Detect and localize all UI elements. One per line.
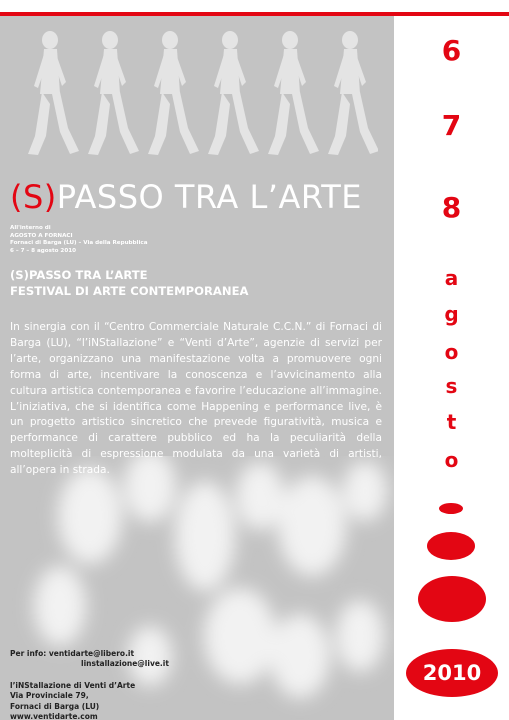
credit-address: Via Provinciale 79,: [10, 691, 89, 701]
poster-title: [10, 178, 362, 216]
poster-gray-panel: [0, 16, 394, 720]
heading-line-2: FESTIVAL DI ARTE CONTEMPORANEA: [10, 283, 249, 298]
credit-org: l’iNStallazione di Venti d’Arte: [10, 681, 136, 690]
event-info-line: 6 – 7 – 8 agosto 2010: [10, 247, 76, 254]
event-info: [10, 225, 147, 255]
contact-email-2: linstallazione@live.it: [81, 659, 169, 669]
contact-email-1: ventidarte@libero.it: [48, 649, 135, 658]
title-rest: PASSO TRA L’ARTE: [56, 178, 363, 216]
date-day-7: 7: [441, 109, 462, 142]
date-day-6: 6: [441, 34, 462, 67]
festival-heading: [10, 268, 249, 299]
red-ellipse-small: [439, 503, 463, 514]
year-badge: 2010: [406, 649, 498, 697]
red-ellipse-medium: [427, 532, 475, 560]
month-letter: a: [444, 266, 459, 290]
event-info-line: Fornaci di Barga (LU) – Via della Repubblica: [10, 240, 148, 247]
organizer-credit: [10, 681, 135, 720]
credit-city: Fornaci di Barga (LU): [10, 701, 100, 711]
date-column: [394, 16, 509, 720]
walking-figures-illustration: [8, 22, 378, 162]
month-letter: o: [444, 448, 459, 472]
red-ellipse-large: [418, 576, 486, 622]
contact-info: [10, 649, 169, 670]
month-letter: t: [446, 410, 457, 434]
month-letter: s: [445, 374, 458, 398]
title-paren: (S): [10, 178, 57, 216]
contact-label: Per info:: [10, 649, 47, 658]
month-letter: o: [444, 340, 459, 364]
event-info-line: AGOSTO A FORNACI: [10, 232, 73, 239]
month-letter: g: [444, 302, 459, 326]
event-info-line: All'interno di: [10, 225, 51, 231]
description-paragraph: In sinergia con il “Centro Commerciale Naturale C.C.N.” di Fornaci di Barga (LU), “l’iNStallazione” e “Venti d’Arte”, agenzie di servizi per l’arte, organizzano una manifestazione volta a promuovere ogni forma di arte, incentivare la conoscenza e l’avvicinamento alla cultura artistica contemporanea e favorire l’educazione all’immagine. L’iniziativa, che si identifica come Happening e performance live, è un progetto artistico sincretico che prevede figuratività, musica e performance di carattere pubblico ed ha la peculiarità della molteplicità di espressione modulata da una varietà di artisti, all’opera in strada.: [10, 321, 382, 477]
credit-web: www.ventidarte.com: [10, 712, 98, 720]
date-day-8: 8: [441, 191, 462, 224]
heading-line-1: (S)PASSO TRA L’ARTE: [10, 268, 148, 282]
